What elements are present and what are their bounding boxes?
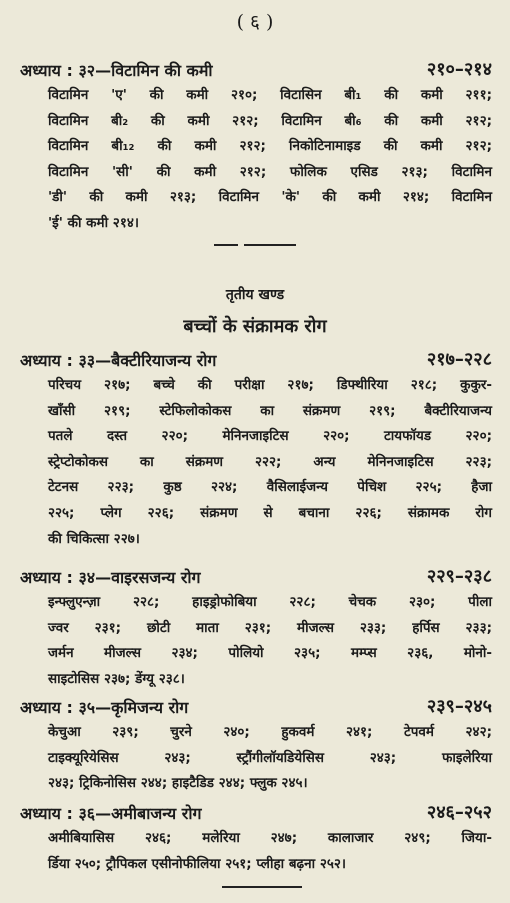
chapter-heading xyxy=(0,345,510,373)
chapter-page-range: २४६–२५२ xyxy=(426,802,492,823)
chapter-title: अध्याय : ३३—बैक्टीरियाजन्य रोग xyxy=(20,351,217,370)
topic-line: केचुआ २३९; चुरने २४०; हुकवर्म २४१; टेपवर्म २४२; xyxy=(48,724,492,740)
chapter-page-range: २१०–२१४ xyxy=(426,59,492,80)
chapter-35 xyxy=(0,692,510,797)
chapter-topics xyxy=(0,590,510,692)
topic-line: खाँसी २१९; स्टेफिलोकोकस का संक्रमण २१९; बैक्टीरियाजन्य xyxy=(48,402,492,419)
topic-line: जर्मन मीजल्स २३४; पोलियो २३५; मम्प्स २३६, मोनो- xyxy=(48,645,492,662)
chapter-topics xyxy=(0,720,510,797)
topic-line: विटामिन 'ए' की कमी २१०; विटासिन बी₁ की कमी २११; xyxy=(48,87,492,103)
topic-line: साइटोसिस २३७; डेंग्यू २३८। xyxy=(48,670,185,687)
topic-line: इन्फ्लुएन्ज़ा २२८; हाइड्रोफोबिया २२८; चेचक २३०; पीला xyxy=(48,594,492,610)
chapter-page-range: २३९–२४५ xyxy=(426,696,492,717)
chapter-36 xyxy=(0,798,510,877)
chapter-title: अध्याय : ३५—कृमिजन्य रोग xyxy=(20,698,189,717)
topic-line: टेटनस २२३; कुष्ठ २२४; वैसिलाईजन्य पेचिश २२५; हैजा xyxy=(48,479,492,496)
topic-line: अमीबियासिस २४६; मलेरिया २४७; कालाजार २४९; जिया- xyxy=(48,830,492,846)
chapter-page-range: २२९–२३८ xyxy=(426,566,492,587)
page-number: ( ६ ) xyxy=(236,11,274,33)
part-title: बच्चों के संक्रामक रोग xyxy=(183,316,327,337)
chapter-page-range: २१७–२२८ xyxy=(426,349,492,370)
chapter-34 xyxy=(0,562,510,692)
chapter-heading xyxy=(0,692,510,720)
chapter-topics xyxy=(0,83,510,237)
topic-line: ज्वर २३१; छोटी माता २३१; मीजल्स २३३; हर्पिस २३३; xyxy=(48,619,492,636)
divider-dash xyxy=(214,244,238,246)
divider-dash xyxy=(244,244,296,246)
chapter-heading xyxy=(0,562,510,590)
chapter-title: अध्याय : ३६—अमीबाजन्य रोग xyxy=(20,804,202,823)
topic-line: विटामिन बी₂ की कमी २१२; विटामिन बी₆ की कमी २१२; xyxy=(48,112,492,129)
chapter-topics xyxy=(0,826,510,877)
chapter-title: अध्याय : ३४—वाइरसजन्य रोग xyxy=(20,568,201,587)
bottom-divider xyxy=(222,886,302,888)
chapter-33 xyxy=(0,345,510,552)
topic-line: विटामिन बी₁₂ की कमी २१२; निकोटिनामाइड की कमी २१२; xyxy=(48,138,492,155)
topic-line: स्ट्रेप्टोकोकस का संक्रमण २२२; अन्य मेनिनजाइटिस २२३; xyxy=(48,453,492,470)
chapter-heading xyxy=(0,55,510,83)
topic-line: 'डी' की कमी २१३; विटामिन 'के' की कमी २१४; विटामिन xyxy=(48,189,492,206)
chapter-topics xyxy=(0,373,510,552)
chapter-title: अध्याय : ३२—विटामिन की कमी xyxy=(20,61,213,80)
topic-line: की चिकित्सा २२७। xyxy=(48,530,140,547)
topic-line: २४३; ट्रिकिनोसिस २४४; हाइटैडिड २४४; फ्लुक २४५। xyxy=(48,775,308,792)
topic-line: विटामिन 'सी' की कमी २१२; फोलिक एसिड २१३; विटामिन xyxy=(48,163,492,180)
topic-line: पतले दस्त २२०; मेनिनजाइटिस २२०; टायफॉयड २२०; xyxy=(48,428,492,445)
chapter-32 xyxy=(0,55,510,237)
chapter-heading xyxy=(0,798,510,826)
topic-line: र्डिया २५०; ट्रौपिकल एसीनोफीलिया २५१; प्लीहा बढ़ना २५२। xyxy=(48,855,346,872)
topic-line: टाइक्यूरियेसिस २४३; स्ट्रौंगीलॉयडियेसिस २४३; फाइलेरिया xyxy=(48,749,492,766)
part-label: तृतीय खण्ड xyxy=(225,287,285,303)
topic-line: परिचय २१७; बच्चे की परीक्षा २१७; डिफ्थीरिया २१८; कुकुर- xyxy=(48,377,492,393)
topic-line: 'ई' की कमी २१४। xyxy=(48,214,139,231)
topic-line: २२५; प्लेग २२६; संक्रमण से बचाना २२६; संक्रामक रोग xyxy=(48,504,492,521)
